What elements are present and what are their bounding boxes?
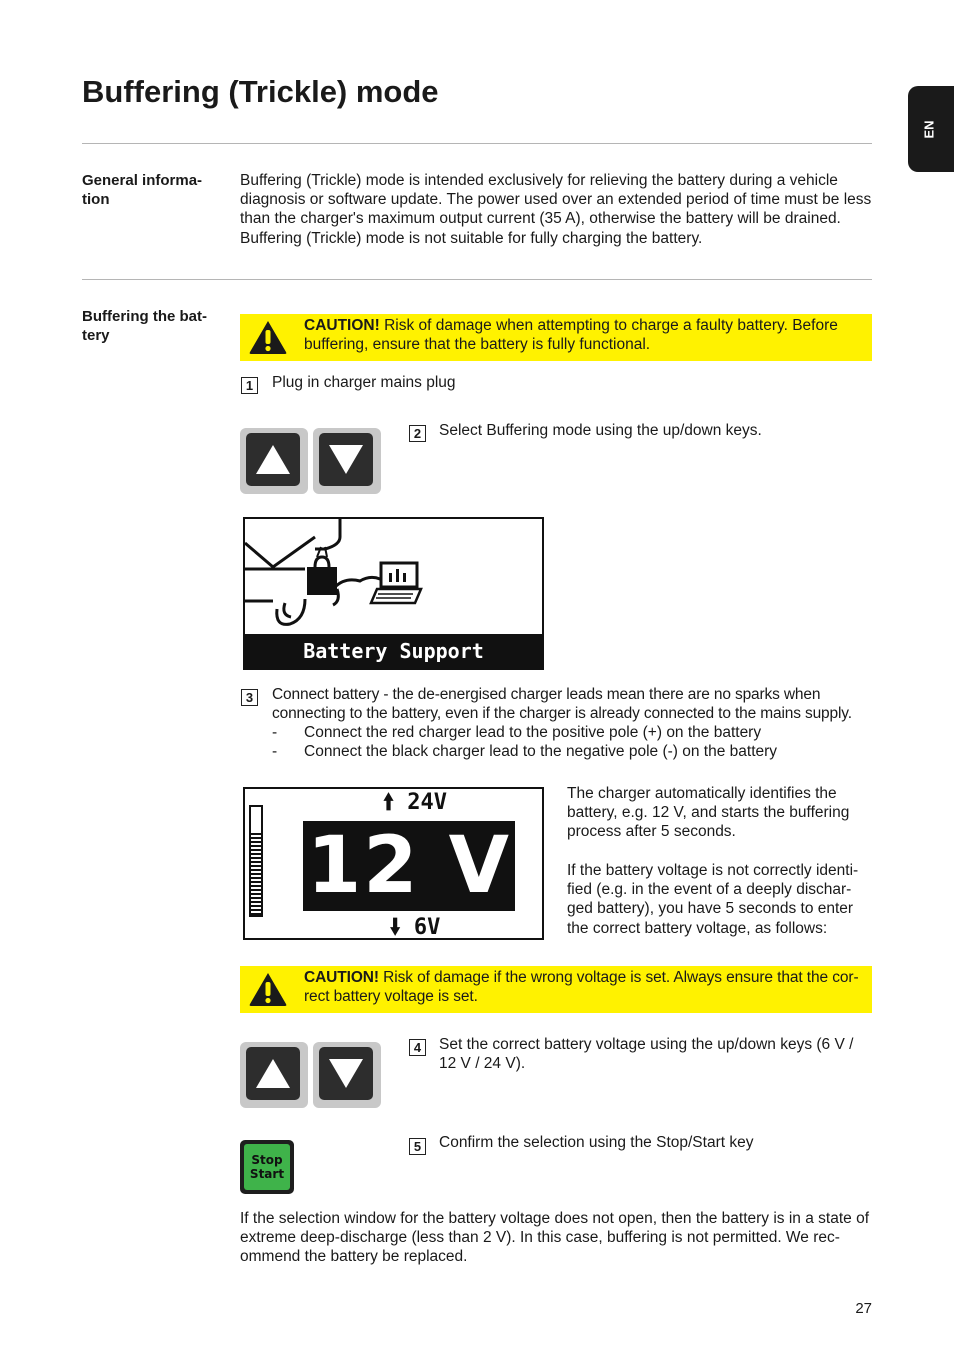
stop-label: Stop [251, 1153, 283, 1167]
manual-select-text: If the battery voltage is not correctly identi-fied (e.g. in the event of a deeply dischar-ged battery), you have 5 seconds to enter the correct battery voltage, as follows: [567, 862, 859, 937]
list-item [272, 723, 777, 742]
divider [82, 143, 872, 144]
display-label: Battery Support [245, 634, 542, 668]
up-key[interactable] [240, 1042, 308, 1108]
page-title: Buffering (Trickle) mode [82, 74, 439, 109]
step-text: Confirm the selection using the Stop/Start key [439, 1134, 754, 1151]
section-heading-general: General informa-tion [82, 172, 203, 208]
warning-icon [248, 971, 288, 1007]
voltage-value: 12 V [303, 821, 515, 911]
step3-list [272, 723, 777, 761]
arrow-up-icon [246, 433, 300, 486]
list-item [272, 742, 777, 761]
step-text: Connect battery - the de-energised charger leads mean there are no sparks when connecting to the battery, even if the charger is already connected to the mains supply. [272, 686, 852, 723]
list-item-text: Connect the black charger lead to the negative pole (-) on the battery [304, 743, 778, 761]
step-number: 4 [409, 1039, 426, 1056]
arrow-up-icon: 🠙 [382, 790, 395, 815]
caution-text: Risk of damage if the wrong voltage is set. Always ensure that the cor-rect battery voltage is set. [304, 969, 859, 1006]
divider [82, 279, 872, 280]
step-number: 5 [409, 1138, 426, 1155]
level-bar [249, 805, 263, 917]
list-dash: - [272, 743, 278, 761]
section-heading-buffering: Buffering the bat-tery [82, 308, 207, 344]
caution-box [240, 314, 872, 361]
step-number: 1 [241, 377, 258, 394]
page-number: 27 [855, 1300, 872, 1317]
up-key[interactable] [240, 428, 308, 494]
voltage-down-label: 6V [413, 915, 441, 940]
list-item-text: Connect the red charger lead to the positive pole (+) on the battery [304, 724, 762, 741]
caution-label: CAUTION! [304, 969, 379, 986]
language-tab-label: EN [921, 120, 937, 139]
step-number: 2 [409, 425, 426, 442]
stop-start-button[interactable] [240, 1140, 294, 1194]
start-label: Start [249, 1167, 285, 1181]
caution-box [240, 966, 872, 1013]
down-key[interactable] [313, 428, 381, 494]
language-tab [908, 86, 954, 172]
display-voltage [243, 787, 544, 940]
step-number: 3 [241, 689, 258, 706]
battery-laptop-icon [245, 519, 542, 632]
voltage-up-label: 24V [407, 790, 448, 815]
down-key[interactable] [313, 1042, 381, 1108]
step-text: Set the correct battery voltage using the up/down keys (6 V / 12 V / 24 V). [439, 1036, 854, 1073]
caution-text: Risk of damage when attempting to charge a faulty battery. Before buffering, ensure that the battery is fully functional. [304, 317, 838, 354]
caution-label: CAUTION! [304, 317, 380, 334]
arrow-down-icon [319, 433, 373, 486]
final-note: If the selection window for the battery voltage does not open, then the battery is in a state of extreme deep-discharge (less than 2 V). In this case, buffering is not permitted. We rec-ommend the battery be replaced. [240, 1210, 869, 1266]
arrow-down-icon: 🠛 [389, 915, 401, 940]
step-text: Plug in charger mains plug [272, 374, 456, 391]
arrow-down-icon [319, 1047, 373, 1100]
display-battery-support [243, 517, 544, 670]
list-dash: - [272, 724, 278, 741]
arrow-up-icon [246, 1047, 300, 1100]
general-text: Buffering (Trickle) mode is intended exclusively for relieving the battery during a vehicle diagnosis or software update. The power used over an extended period of time must be less than the charger's maximum output current (35 A), otherwise the battery will be drained. Buffering (Trickle) mode is not suitable for fully charging the battery. [240, 172, 872, 247]
warning-icon [248, 319, 288, 355]
auto-detect-text: The charger automatically identifies the battery, e.g. 12 V, and starts the buffering process after 5 seconds. [567, 785, 850, 841]
step-text: Select Buffering mode using the up/down keys. [439, 422, 762, 439]
